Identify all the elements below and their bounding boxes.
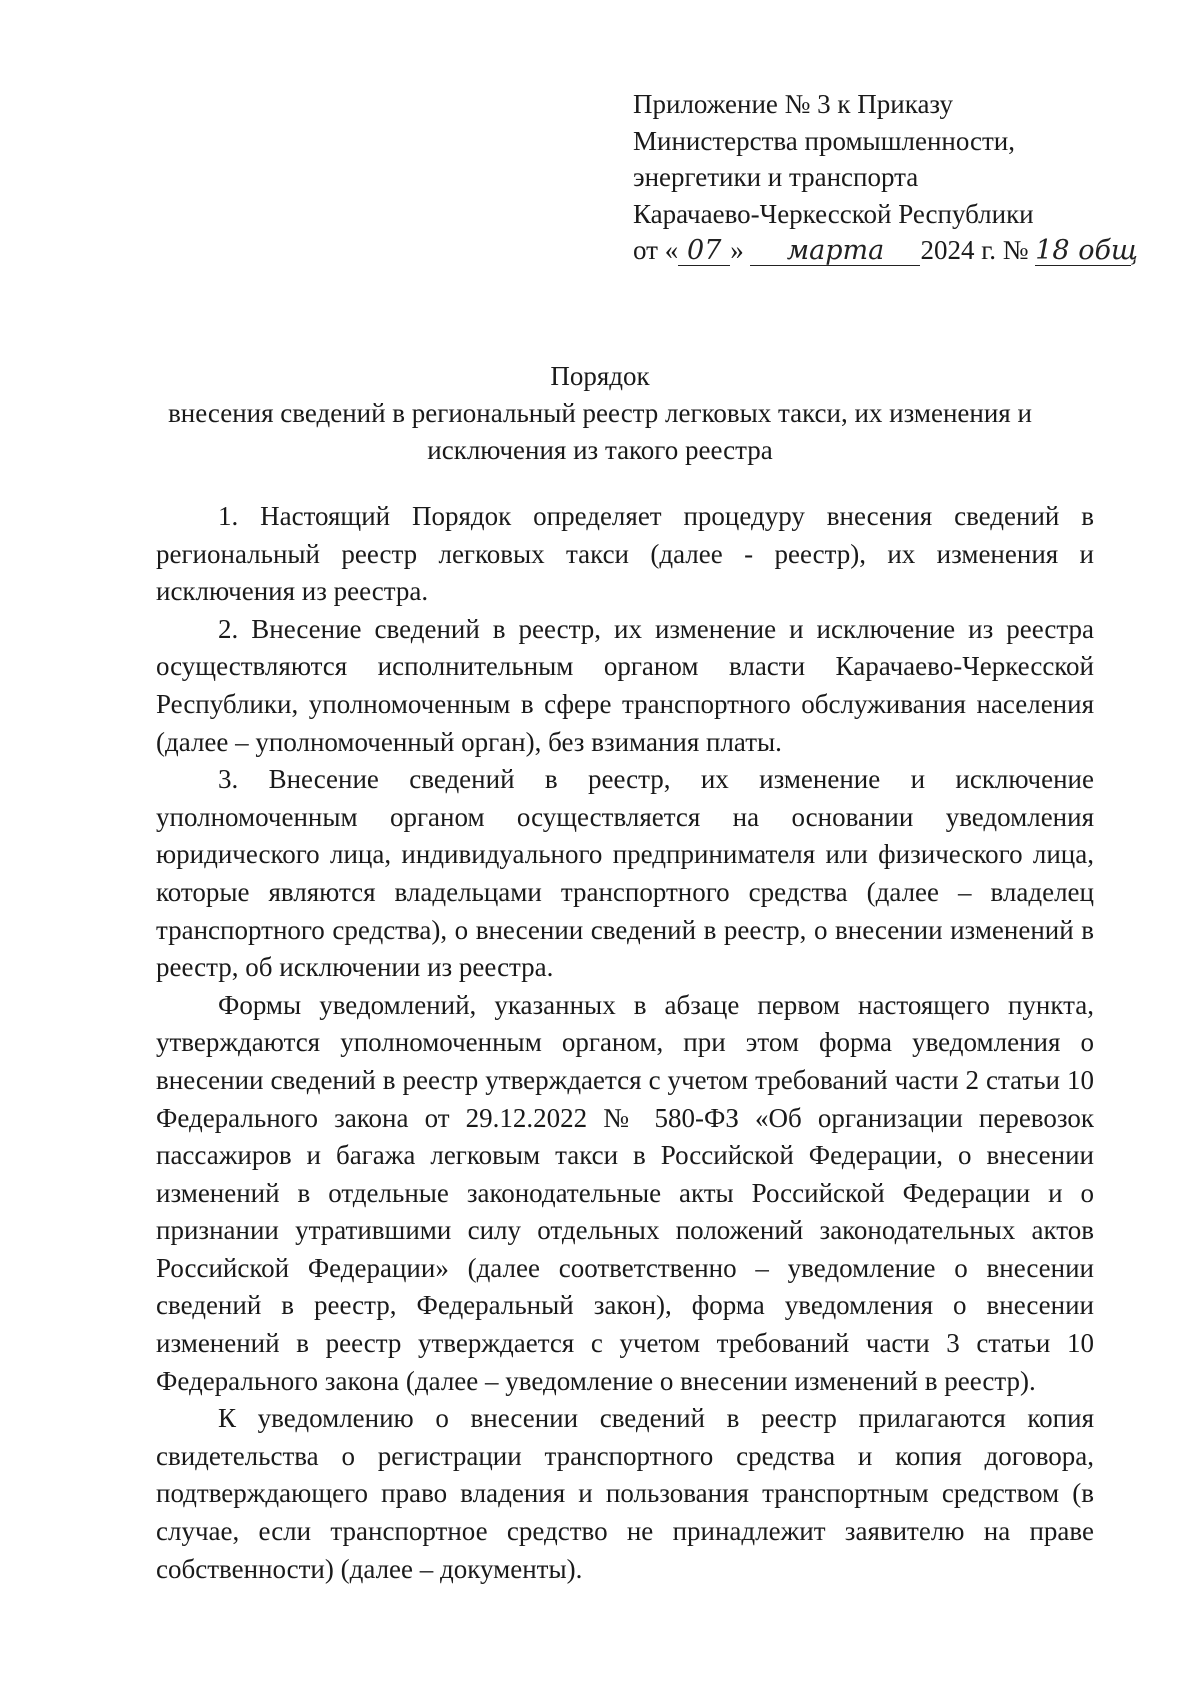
document-title [140,358,1060,469]
appendix-line-2: Министерства промышленности, [633,125,1015,156]
handwritten-day: 07 [678,237,730,266]
title-line-1: Порядок [550,361,650,391]
handwritten-order-number: 18 общ [1035,235,1138,266]
paragraph-1: 1. Настоящий Порядок определяет процедуру внесения сведений в региональный реестр легковых такси (далее - реестр), их изменения и исключения из реестра. [156,501,1094,607]
handwritten-month: марта [750,237,920,266]
appendix-header [633,86,1153,269]
paragraph-2: 2. Внесение сведений в реестр, их изменение и исключение из реестра осуществляются исполнительным органом власти Карачаево-Черкесской Республики, уполномоченным в сфере транспортного обслуживания населения (далее – уполномоченный орган), без взимания платы. [156,613,1094,757]
document-body [156,498,1094,1588]
date-mid: » [730,235,744,265]
title-line-2: внесения сведений в региональный реестр легковых такси, их изменения и исключения из такого реестра [168,398,1032,465]
appendix-line-4: Карачаево-Черкесской Республики [633,198,1034,229]
date-year: 2024 г. № [920,235,1029,265]
appendix-line-1: Приложение № 3 к Приказу [633,89,954,119]
appendix-line-3: энергетики и транспорта [633,162,919,192]
paragraph-4: Формы уведомлений, указанных в абзаце первом настоящего пункта, утверждаются уполномоченным органом, при этом форма уведомления о внесении сведений в реестр утверждается с учетом требований части 2 статьи 10 Федерального закона от 29.12.2022 № 580-ФЗ «Об организации перевозок пассажиров и багажа легковым такси в Российской Федерации, о внесении изменений в отдельные законодательные акты Российской Федерации и о признании утратившими силу отдельных положений законодательных актов Российской Федерации» (далее соответственно – уведомление о внесении сведений в реестр, Федеральный закон), форма уведомления о внесении изменений в реестр утверждается с учетом требований части 3 статьи 10 Федерального закона (далее – уведомление о внесении изменений в реестр). [156,989,1094,1396]
paragraph-5: К уведомлению о внесении сведений в реестр прилагаются копия свидетельства о регистрации транспортного средства и копия договора, подтверждающего право владения и пользования транспортным средством (в случае, если транспортное средство не принадлежит заявителю на праве собственности) (далее – документы). [156,1403,1094,1584]
paragraph-3: 3. Внесение сведений в реестр, их изменение и исключение уполномоченным органом осуществляется на основании уведомления юридического лица, индивидуального предпринимателя или физического лица, которые являются владельцами транспортного средства (далее – владелец транспортного средства), о внесении сведений в реестр, о внесении изменений в реестр, об исключении из реестра. [156,764,1094,983]
date-prefix: от « [633,235,679,265]
appendix-date-line [633,232,1153,269]
